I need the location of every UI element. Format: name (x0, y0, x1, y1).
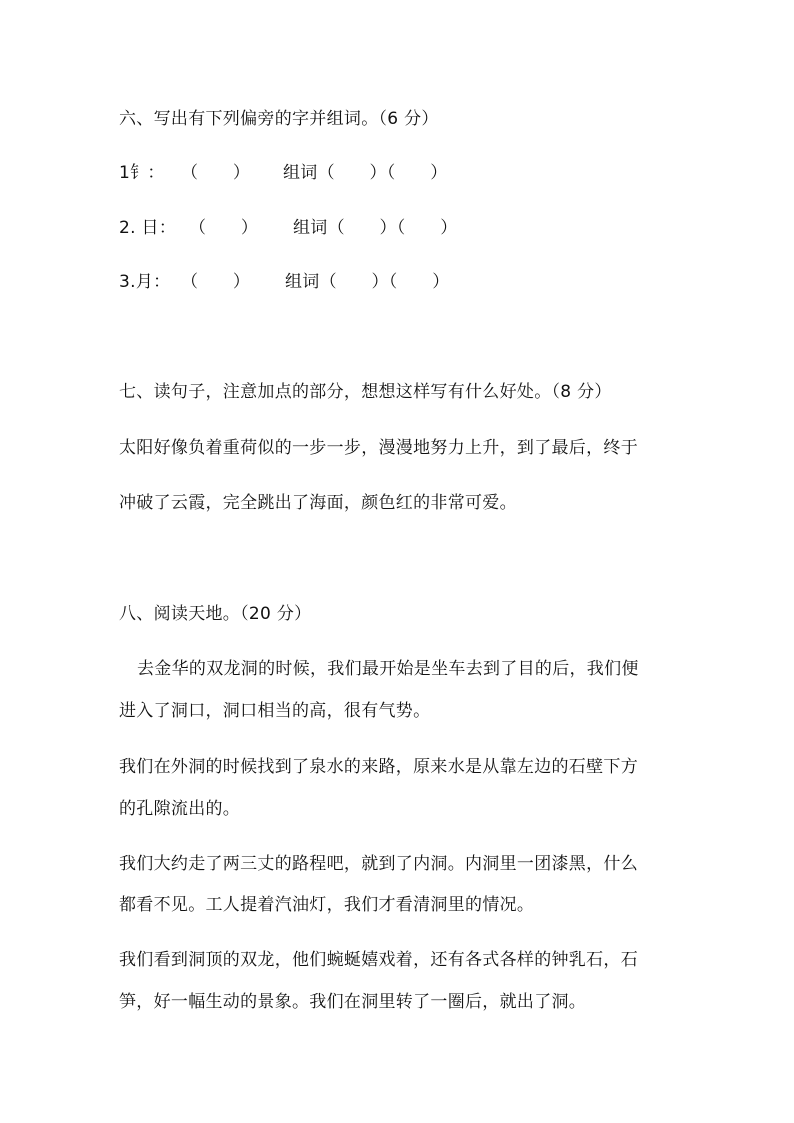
paragraph-2-line1: 我们在外洞的时候找到了泉水的来路，原来水是从靠左边的石壁下方 (119, 757, 638, 777)
section8-heading: 八、阅读天地。（20 分） (119, 604, 312, 624)
char-blank: （ ） (189, 218, 259, 238)
item-label: 1钅： (119, 163, 165, 183)
char-blank: （ ） (181, 163, 251, 183)
section7-heading: 七、读句子，注意加点的部分，想想这样写有什么好处。（8 分） (119, 382, 612, 402)
section6-item-1 (119, 161, 448, 185)
paragraph-1-line2: 进入了洞口，洞口相当的高，很有气势。 (119, 701, 431, 721)
section6-item-2 (119, 216, 458, 240)
paragraph-3-line2: 都看不见。工人提着汽油灯，我们才看清洞里的情况。 (119, 895, 535, 915)
word-blanks: 组词（ ）（ ） (293, 218, 458, 238)
word-blanks: 组词（ ）（ ） (285, 272, 450, 292)
paragraph-4-line1: 我们看到洞顶的双龙，他们蜿蜒嬉戏着，还有各式各样的钟乳石，石 (119, 950, 638, 970)
paragraph-3-line1: 我们大约走了两三丈的路程吧，就到了内洞。内洞里一团漆黑，什么 (119, 854, 638, 874)
paragraph-4-line2: 笋，好一幅生动的景象。我们在洞里转了一圈后，就出了洞。 (119, 992, 587, 1012)
item-label: 3.月： (119, 272, 171, 292)
char-blank: （ ） (181, 272, 251, 292)
section7-sentence-line1: 太阳好像负着重荷似的一步一步，漫漫地努力上升，到了最后，终于 (119, 438, 638, 458)
word-blanks: 组词（ ）（ ） (283, 163, 448, 183)
paragraph-1-line1: 去金华的双龙洞的时候，我们最开始是坐车去到了目的后，我们便 (137, 659, 639, 679)
paragraph-2-line2: 的孔隙流出的。 (119, 799, 241, 819)
item-label: 2. 日： (119, 218, 177, 238)
section6-heading: 六、写出有下列偏旁的字并组词。（6 分） (119, 109, 439, 129)
section7-sentence-line2: 冲破了云霞，完全跳出了海面，颜色红的非常可爱。 (119, 493, 517, 513)
section6-item-3 (119, 270, 450, 294)
